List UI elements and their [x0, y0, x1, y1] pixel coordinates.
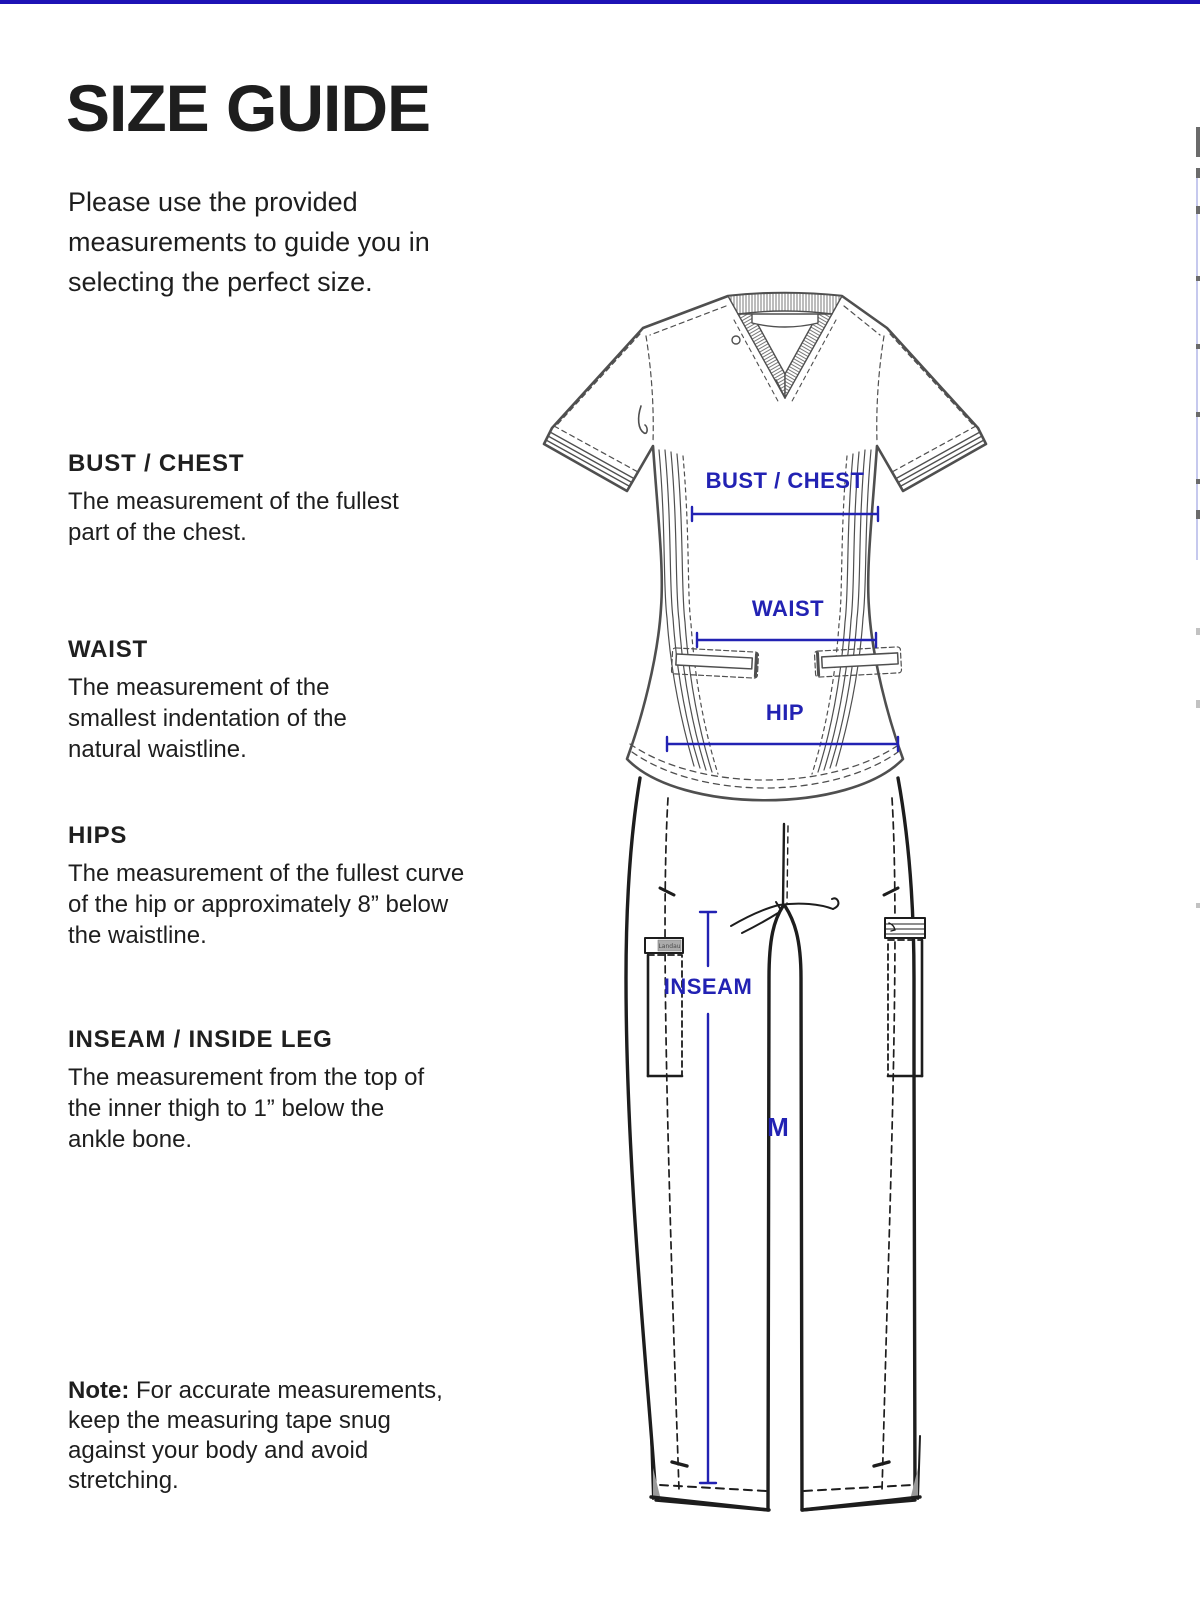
section-heading: BUST / CHEST — [68, 450, 245, 477]
section-body: The measurement from the top of the inner thigh to 1” below the ankle bone. — [68, 1064, 425, 1153]
section-inseam-inside-leg — [68, 1026, 425, 1153]
page-title: SIZE GUIDE — [66, 71, 431, 145]
pants-center-seam — [783, 824, 784, 904]
section-heading: HIPS — [68, 822, 128, 849]
inseam-measure-label: INSEAM — [663, 974, 753, 999]
bust-measure-label: BUST / CHEST — [705, 468, 865, 493]
size-diagram — [520, 278, 1020, 1528]
section-heading: INSEAM / INSIDE LEG — [68, 1026, 333, 1053]
hip-measure-label: HIP — [765, 700, 805, 725]
back-neck-band — [752, 314, 818, 327]
section-body: The measurement of the fullest curve of the hip or approximately 8” below the waistline. — [68, 860, 465, 949]
top-accent-bar — [0, 0, 1200, 4]
note-label: Note: — [68, 1377, 130, 1404]
cropped-edge-line — [1196, 170, 1198, 560]
pants-center-seam-stitch — [787, 826, 788, 904]
section-waist — [68, 636, 347, 763]
note-text: For accurate measurements, keep the measuring tape snug against your body and avoid stretching. — [68, 1377, 443, 1494]
section-bust-chest — [68, 450, 399, 546]
section-heading: WAIST — [68, 636, 148, 663]
brand-tag-text: Landau — [658, 943, 681, 950]
waist-measure-label: WAIST — [751, 596, 825, 621]
scrub-pants-drawing — [626, 778, 925, 1510]
section-hips — [68, 822, 465, 949]
section-body: The measurement of the smallest indentation of the natural waistline. — [68, 674, 347, 763]
right-hem-vent — [918, 1436, 920, 1499]
collar-notch — [732, 336, 740, 344]
pants-left-leg-outline — [626, 778, 783, 1510]
section-body: The measurement of the fullest part of the chest. — [68, 488, 399, 546]
scrubs-technical-drawing — [520, 278, 1020, 1528]
intro-text: Please use the provided measurements to guide you in selecting the perfect size. — [68, 187, 430, 297]
measurement-note — [68, 1376, 448, 1496]
size-marker-label: M — [767, 1112, 789, 1142]
